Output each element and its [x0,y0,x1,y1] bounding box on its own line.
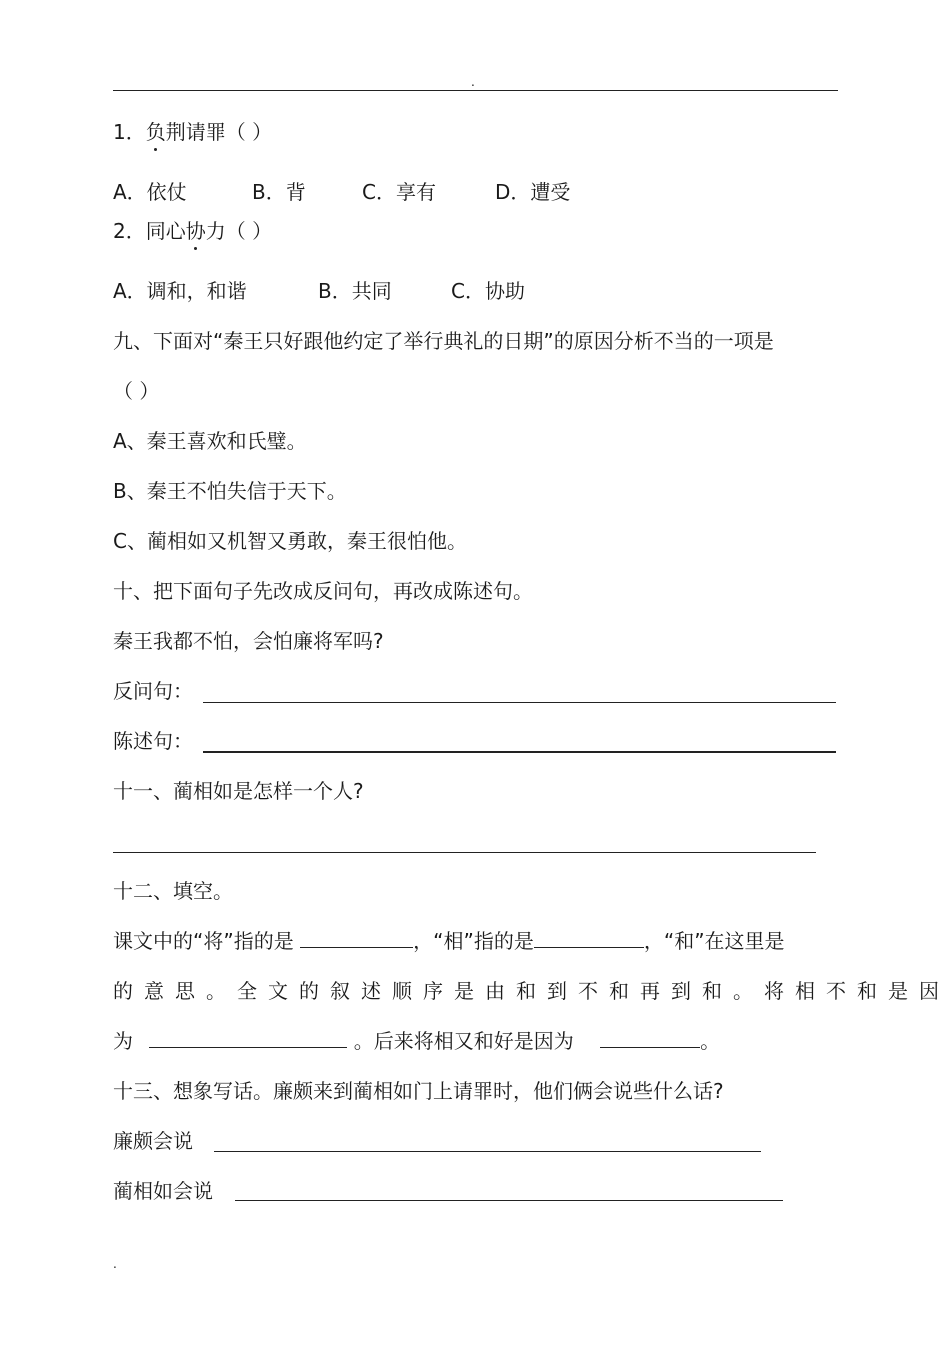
blank-minister[interactable] [534,929,644,948]
section-12-line-3 [113,1029,720,1053]
section-10-sentence: 秦王我都不怕，会怕廉将军吗? [113,629,384,653]
section-9-paren: （ ） [113,379,160,403]
linxiangru-label: 蔺相如会说 [113,1179,213,1203]
header-rule [113,90,838,91]
section-11-title: 十一、蔺相如是怎样一个人? [113,779,364,803]
fill-text-minister: ，“相”指的是 [413,929,534,953]
blank-reconcile-reason[interactable] [600,1029,700,1048]
section-12-line-1 [113,929,785,953]
header-mark: . [471,75,475,89]
section-12-line-2: 的意思。全文的叙述顺序是由和到不和再到和。将相不和是因 [113,979,950,1003]
q2-option-b: B．共同 [318,279,392,303]
q1-option-a: A．依仗 [113,180,187,204]
section-9-option-c: C、蔺相如又机智又勇敢，秦王很怕他。 [113,529,467,553]
section-12-title: 十二、填空。 [113,879,233,903]
rhetorical-label: 反问句： [113,679,193,703]
question-1-number: 1． [113,120,146,144]
question-2-text: 力（ ） [205,219,273,243]
question-1-text: 荆请罪（ ） [165,120,273,144]
section-9-option-a: A、秦王喜欢和氏璧。 [113,429,307,453]
fill-text-period: 。 [700,1029,721,1053]
linxiangru-answer-line[interactable] [235,1200,783,1201]
question-2-dotted-char: 协 [185,219,206,243]
footer-mark: . [113,1257,117,1271]
q1-option-d: D．遭受 [495,180,571,204]
declarative-answer-line[interactable] [203,751,836,753]
section-13-title: 十三、想象写话。廉颇来到蔺相如门上请罪时，他们俩会说些什么话? [113,1079,724,1103]
question-1 [113,120,272,144]
section-10-title: 十、把下面句子先改成反问句，再改成陈述句。 [113,579,533,603]
fill-text-harmony: ，“和”在这里是 [643,929,785,953]
q1-option-b: B．背 [252,180,306,204]
lianpo-answer-line[interactable] [214,1151,761,1152]
fill-text-because: 为 [113,1029,133,1053]
question-1-dotted-char: 负 [145,120,166,144]
question-2 [113,219,272,243]
section-11-answer-line[interactable] [113,852,816,853]
section-9-option-b: B、秦王不怕失信于天下。 [113,479,347,503]
lianpo-label: 廉颇会说 [113,1129,193,1153]
fill-text-reconcile: 。后来将相又和好是因为 [353,1029,574,1053]
q2-option-a: A．调和，和谐 [113,279,247,303]
fill-text-general: 课文中的“将”指的是 [113,929,294,953]
q2-option-c: C．协助 [451,279,525,303]
question-2-number: 2． [113,219,146,243]
section-9-question: 九、下面对“秦王只好跟他约定了举行典礼的日期”的原因分析不当的一项是 [113,329,774,353]
question-2-prefix: 同心 [145,219,186,243]
rhetorical-answer-line[interactable] [203,702,836,703]
declarative-label: 陈述句： [113,729,193,753]
blank-discord-reason[interactable] [149,1029,347,1048]
blank-general[interactable] [300,929,413,948]
q1-option-c: C．享有 [362,180,436,204]
